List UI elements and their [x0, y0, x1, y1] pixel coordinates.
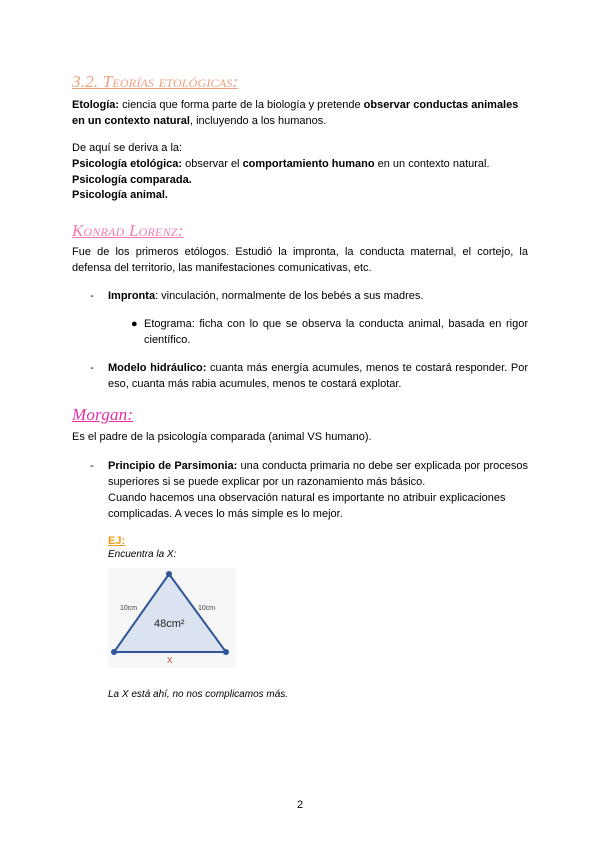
lorenz-intro: Fue de los primeros etólogos. Estudió la impronta, la conducta maternal, el cortejo, la defensa del territorio, las manifestaciones comunicativas, etc. [72, 246, 528, 274]
psicologia-animal [72, 187, 528, 203]
term-modelo-hidraulico: Modelo hidráulico: [108, 362, 207, 374]
item-impronta [108, 288, 528, 304]
dash-principio: - [90, 460, 94, 472]
dash-impronta: - [90, 290, 94, 302]
item-principio-parsimonia [108, 458, 528, 522]
psi-etologica-text-b: en un contexto natural. [374, 158, 490, 170]
ej-label: EJ: [108, 535, 126, 547]
item-modelo-hidraulico [108, 360, 528, 392]
modelo-text: cuanta más energía acumules, menos te costará responder. Por eso, cuanta más rabia acumules, menos te costará explotar. [108, 362, 528, 390]
triangle-shape [114, 574, 226, 652]
term-psicologia-etologica: Psicología etológica: [72, 158, 183, 170]
heading-konrad-lorenz: Konrad Lorenz: [72, 221, 184, 240]
label-base-x: X [167, 656, 173, 665]
vertex-left [111, 649, 117, 655]
term-principio-parsimonia: Principio de Parsimonia: [108, 460, 238, 472]
morgan-intro: Es el padre de la psicología comparada (animal VS humano). [72, 431, 372, 443]
psi-etologica-text-a: observar el [182, 158, 243, 170]
impronta-text: : vinculación, normalmente de los bebés a sus madres. [155, 290, 424, 302]
triangle-figure [108, 568, 236, 668]
def-bold: observar conductas animales en un contexto natural [72, 99, 519, 127]
vertex-top [166, 571, 172, 577]
item-etograma: Etograma: ficha con lo que se observa la conducta animal, basada en rigor científico. [144, 318, 528, 346]
def-text-a: ciencia que forma parte de la biología y pretende [119, 99, 364, 111]
term-etologia: Etología: [72, 99, 120, 111]
label-left-side: 10cm [120, 605, 138, 612]
term-impronta: Impronta [108, 290, 156, 302]
def-text-b: , incluyendo a los humanos. [189, 115, 327, 127]
triangle-svg [108, 568, 236, 668]
page-number: 2 [296, 799, 304, 811]
principio-text: una conducta primaria no debe ser explicada por procesos superiores si se puede explicar por un razonamiento más básico. [108, 460, 528, 488]
vertex-right [223, 649, 229, 655]
bullet-icon: ● [131, 318, 138, 330]
label-right-side: 10cm [198, 605, 216, 612]
psi-animal-label: Psicología animal. [72, 189, 168, 201]
psi-etologica-bold: comportamiento humano [242, 158, 375, 170]
dash-modelo: - [90, 362, 94, 374]
ej-prompt: Encuentra la X: [108, 549, 177, 560]
psicologia-comparada [72, 172, 528, 188]
derive-intro: De aquí se deriva a la: [72, 142, 183, 154]
heading-morgan: Morgan: [72, 405, 134, 424]
label-area: 48cm² [154, 618, 185, 630]
definition-etologia [72, 97, 528, 129]
heading-teorias-etologicas: 3.2. Teorías etológicas: [72, 72, 239, 91]
psicologia-etologica [72, 156, 528, 172]
psi-comparada-label: Psicología comparada. [72, 174, 192, 186]
ej-answer: La X está ahí, no nos complicamos más. [108, 689, 289, 700]
principio-text-2: Cuando hacemos una observación natural es importante no atribuir explicaciones complicadas. A veces lo más simple es lo mejor. [108, 492, 506, 520]
